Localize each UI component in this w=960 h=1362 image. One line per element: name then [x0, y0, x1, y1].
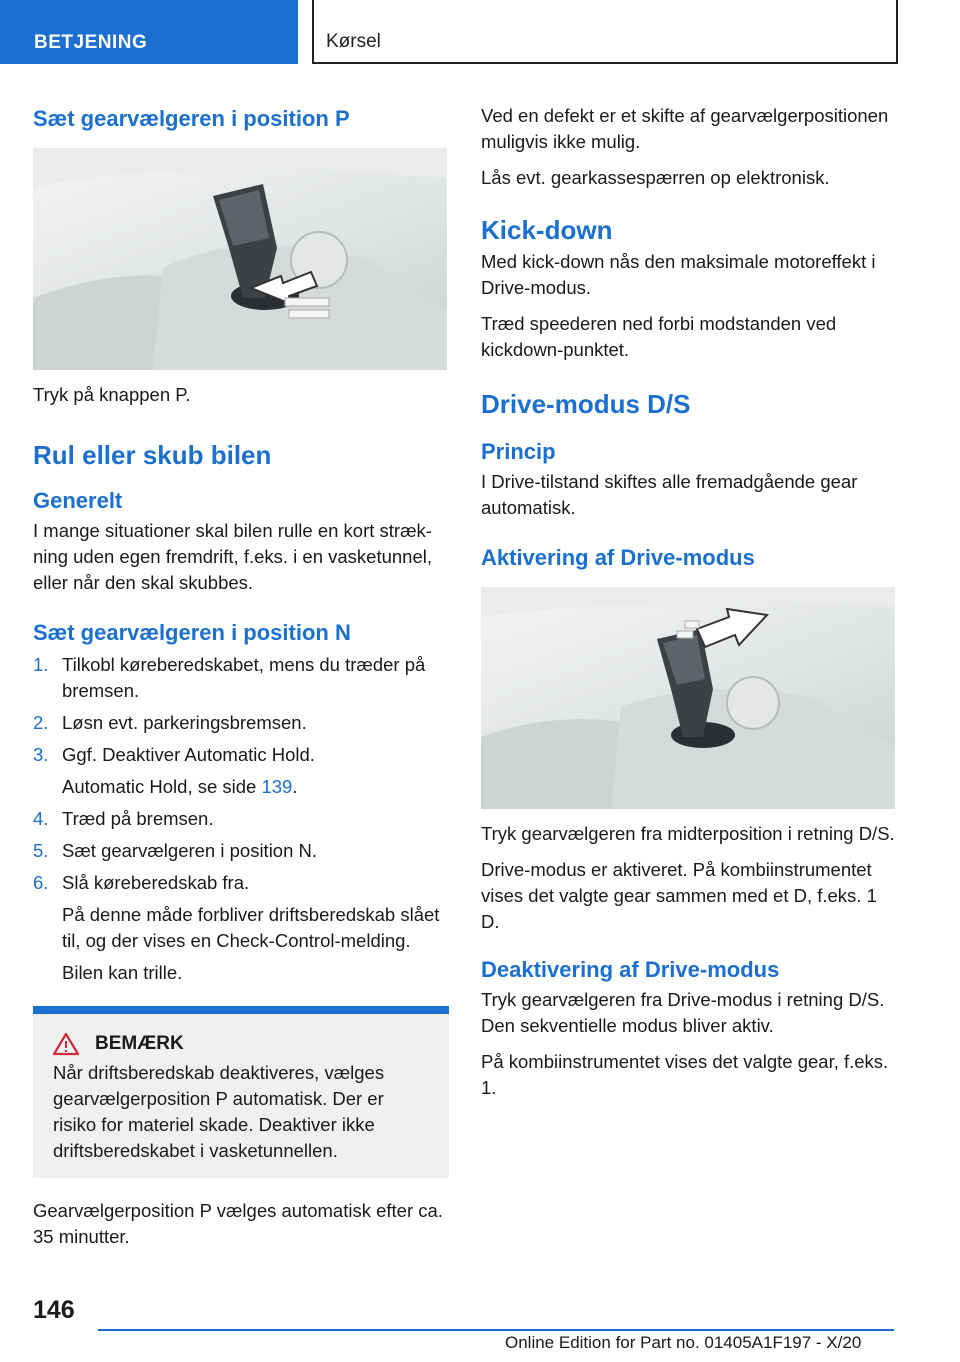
section-label: BETJENING — [34, 32, 148, 53]
gear-selector-photo-p — [33, 148, 447, 370]
step-item: 5. Sæt gearvælgeren i position N. — [33, 840, 318, 861]
heading-roll: Rul eller skub bilen — [33, 440, 272, 470]
defect-text: Ved en defekt er et skifte af gearvælgerpositionen muligvis ikke mulig. — [481, 105, 889, 152]
heading-deactivate: Deaktivering af Drive-modus — [481, 957, 780, 982]
right-column — [481, 100, 897, 1101]
notice-heading — [53, 1032, 429, 1056]
activate-text: Tryk gearvælgeren fra midterposition i retning D/S. — [481, 823, 895, 844]
gear-selector-photo-ds — [481, 587, 895, 809]
deactivate-text: Tryk gearvælgeren fra Drive-modus i retning D/S. Den sekventielle modus bliver aktiv. — [481, 989, 885, 1036]
step-item: 3. Ggf. Deaktiver Automatic Hold. — [33, 744, 315, 765]
neutral-steps — [33, 652, 449, 986]
step6-note-2: Bilen kan trille. — [62, 962, 183, 983]
section-tab — [0, 0, 298, 64]
heading-park: Sæt gearvælgeren i position P — [33, 106, 350, 131]
unlock-text: Lås evt. gearkassespærren op elektronisk. — [481, 167, 830, 188]
left-column — [33, 100, 449, 1250]
notice-title: BEMÆRK — [95, 1033, 184, 1054]
step3-note: Automatic Hold, se side 139. — [62, 776, 298, 797]
step-item: 4. Træd på bremsen. — [33, 808, 214, 829]
principle-text: I Drive-tilstand skiftes alle fremadgående gear automatisk. — [481, 471, 858, 518]
step6-note: På denne måde forbliver driftsberedskab slået til, og der vises en Check-Control-melding. — [62, 904, 440, 951]
step-item: 1. Tilkobl køreberedskabet, mens du træder på bremsen. — [33, 654, 426, 701]
chapter-label: Kørsel — [326, 31, 381, 52]
general-text: I mange situationer skal bilen rulle en kort strækning uden egen fremdrift, f.eks. i en vasketunnel, eller når den skal skubbes. — [33, 520, 433, 593]
kickdown-text-2: Træd speederen ned forbi modstanden ved kickdown-punktet. — [481, 313, 837, 360]
kickdown-text: Med kick-down nås den maksimale motoreffekt i Drive-modus. — [481, 251, 876, 298]
page-number: 146 — [33, 1296, 75, 1324]
heading-general: Generelt — [33, 488, 123, 513]
heading-principle: Princip — [481, 439, 556, 464]
heading-drive: Drive-modus D/S — [481, 389, 691, 419]
warning-icon — [53, 1032, 79, 1056]
heading-activate: Aktivering af Drive-modus — [481, 545, 755, 570]
footer-divider — [98, 1329, 894, 1331]
chapter-header — [312, 0, 898, 64]
heading-kickdown: Kick-down — [481, 215, 613, 245]
activate-result-text: Drive-modus er aktiveret. På kombiinstrumentet vises det valgte gear sammen med et D, f.eks. 1 D. — [481, 859, 877, 932]
step-item: 2. Løsn evt. parkeringsbremsen. — [33, 712, 307, 733]
notice-text: Når driftsberedskab deaktiveres, vælges gearvælgerposition P automatisk. Der er risiko for materiel skade. Deaktiver ikke driftsberedskabet i vasketunnellen. — [53, 1062, 385, 1161]
notice-box — [33, 1006, 449, 1178]
page-link-139[interactable]: 139 — [261, 776, 293, 797]
edition-label: Online Edition for Part no. 01405A1F197 - X/20 — [505, 1333, 862, 1352]
step-item: 6. Slå køreberedskab fra. — [33, 872, 250, 893]
deactivate-result-text: På kombiinstrumentet vises det valgte gear, f.eks. 1. — [481, 1051, 889, 1098]
park-instruction: Tryk på knappen P. — [33, 384, 191, 405]
auto-park-text: Gearvælgerposition P vælges automatisk efter ca. 35 minutter. — [33, 1200, 443, 1247]
heading-neutral: Sæt gearvælgeren i position N — [33, 620, 351, 645]
